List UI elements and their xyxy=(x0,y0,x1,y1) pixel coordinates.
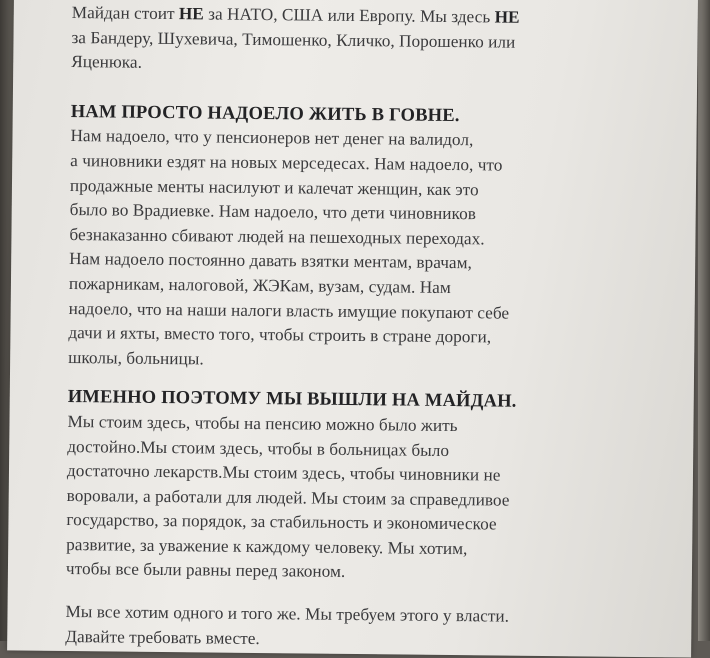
section1-line: надоело, что на наши налоги власть имущие покупают себе xyxy=(68,298,510,323)
section1-line: а чиновники ездят на новых мерседесах. Нам надоело, что xyxy=(70,150,503,175)
leaflet-text xyxy=(65,1,672,655)
section2-line: достойно.Мы стоим здесь, чтобы в больницах было xyxy=(67,436,450,460)
closing-paragraph xyxy=(65,600,665,655)
section2-line: достаточно лекарств.Мы стоим здесь, чтобы чиновники не xyxy=(66,461,501,485)
section1-line: школы, больницы. xyxy=(68,347,204,369)
closing-line: Давайте требовать вместе. xyxy=(65,626,260,648)
section1-line: Нам надоело постоянно давать взятки ментам, врачам, xyxy=(69,249,473,273)
section1-paragraph xyxy=(68,124,671,376)
section1-line: пожарникам, налоговой, ЖЭКам, вузам, судам. Нам xyxy=(68,273,451,297)
intro-paragraph xyxy=(71,1,672,81)
emphasis-ne: НЕ xyxy=(494,7,520,27)
section1-line: было во Врадиевке. Нам надоело, что дети чиновников xyxy=(69,200,477,224)
section2-line: Мы стоим здесь, чтобы на пенсию можно было жить xyxy=(67,411,458,435)
section2-heading: ИМЕННО ПОЭТОМУ МЫ ВЫШЛИ НА МАЙДАН. xyxy=(67,387,517,413)
section2-line: государство, за порядок, за стабильность и экономическое xyxy=(66,510,497,534)
section1-heading: НАМ ПРОСТО НАДОЕЛО ЖИТЬ В ГОВНЕ. xyxy=(70,101,460,126)
intro-line-3: Яценюка. xyxy=(71,52,143,72)
section2-paragraph xyxy=(66,410,668,588)
section1-line: Нам надоело, что у пенсионеров нет денег на валидол, xyxy=(70,126,474,150)
intro-line-2: за Бандеру, Шухевича, Тимошенко, Кличко, Порошенко или xyxy=(71,27,516,52)
leaflet-sheet xyxy=(7,0,698,658)
section2-line: чтобы все были равны перед законом. xyxy=(65,559,346,582)
photo-background-right xyxy=(698,0,710,641)
emphasis-ne: НЕ xyxy=(178,4,204,24)
intro-text: Майдан стоит xyxy=(71,3,180,24)
section1-line: продажные менты насилуют и калечат женщин, как это xyxy=(69,175,479,199)
intro-text: за НАТО, США или Европу. Мы здесь xyxy=(203,4,495,27)
section1-line: безнаказанно сбивают людей на пешеходных переходах. xyxy=(69,224,485,249)
section2-line: развитие, за уважение к каждому человеку. Мы хотим, xyxy=(66,534,468,559)
section2-line: воровали, а работали для людей. Мы стоим за справедливое xyxy=(66,485,510,510)
closing-line: Мы все хотим одного и того же. Мы требуем этого у власти. xyxy=(65,602,510,626)
section1-line: дачи и яхты, вместо того, чтобы строить в стране дороги, xyxy=(68,323,492,347)
